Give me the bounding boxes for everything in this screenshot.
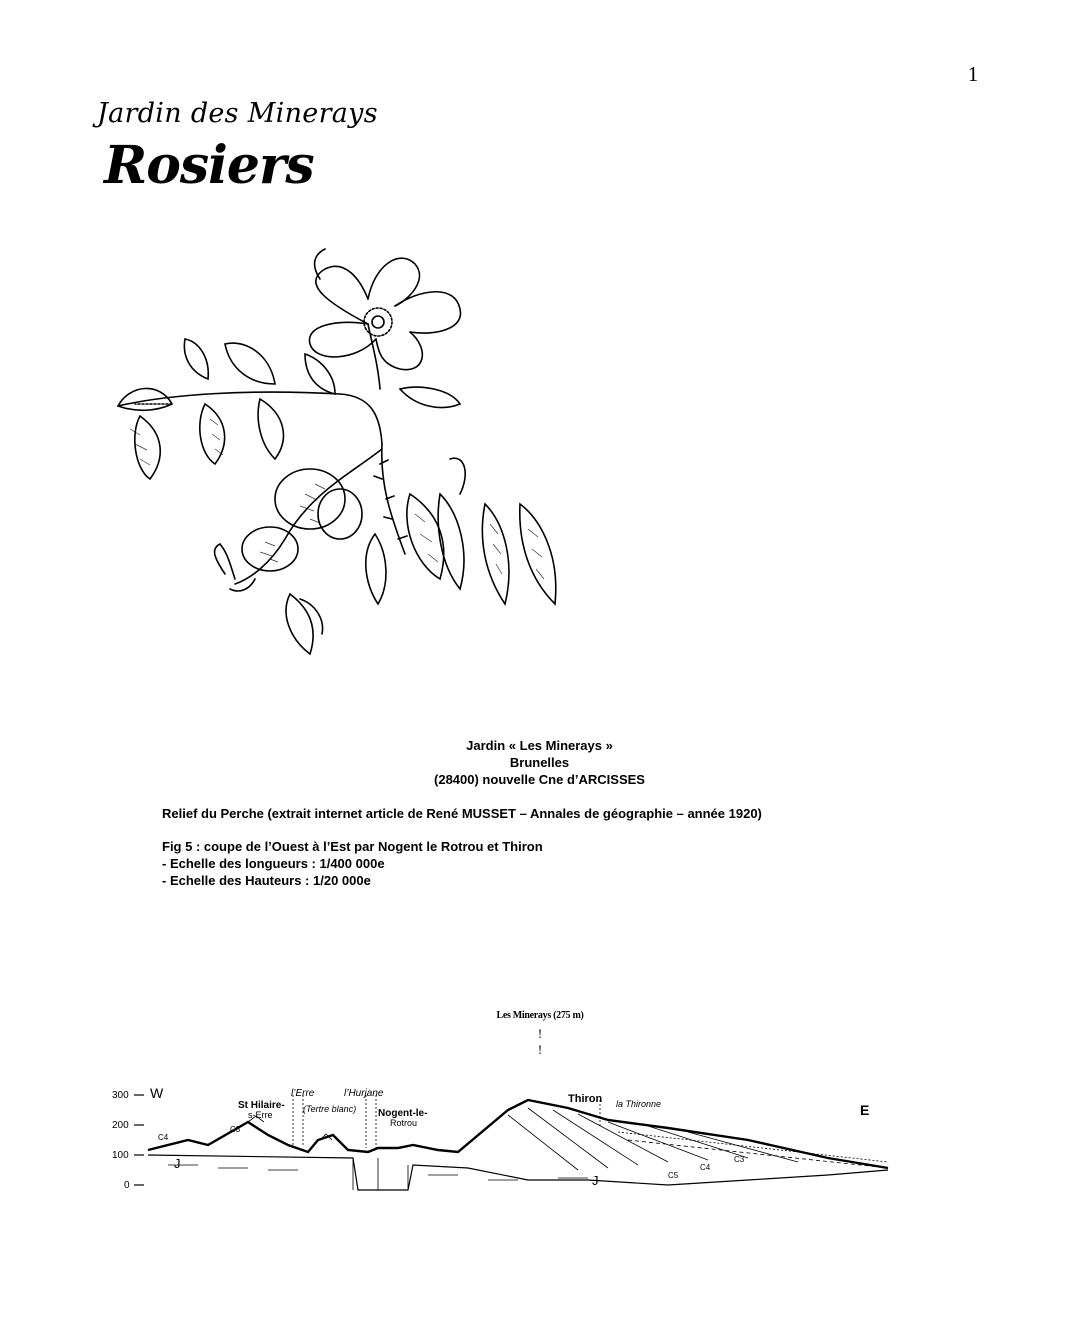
rose-hips-drawing bbox=[215, 469, 362, 591]
erre-label: l’Erre bbox=[291, 1088, 315, 1099]
tertre-blanc-label: (Tertre blanc) bbox=[303, 1104, 357, 1114]
page-subtitle: Jardin des Minerays bbox=[97, 98, 378, 129]
stratum-label: C4 bbox=[700, 1163, 711, 1172]
stratum-label: C4 bbox=[158, 1133, 169, 1142]
west-label: W bbox=[150, 1085, 164, 1101]
thiron-label: Thiron bbox=[568, 1093, 603, 1105]
thironne-label: la Thironne bbox=[616, 1099, 662, 1109]
hurjane-label: l’Hurjane bbox=[344, 1088, 384, 1099]
page-title: Rosiers bbox=[104, 135, 314, 196]
stratum-label: C3 bbox=[734, 1155, 745, 1164]
jurassic-label: J bbox=[592, 1173, 599, 1188]
marker-tick: ! bbox=[537, 1026, 543, 1041]
stratum-label: C3 bbox=[230, 1125, 241, 1134]
stratum-label: C5 bbox=[668, 1171, 679, 1180]
address-line-2: Brunelles bbox=[509, 755, 570, 770]
address-line-1: Jardin « Les Minerays » bbox=[466, 738, 613, 753]
rose-branch-illustration bbox=[110, 244, 580, 664]
y-tick-label: 100 bbox=[112, 1150, 129, 1161]
flower-drawing bbox=[309, 249, 460, 370]
geological-cross-section bbox=[108, 1040, 898, 1200]
y-tick-label: 300 bbox=[112, 1090, 129, 1101]
height-scale: - Echelle des Hauteurs : 1/20 000e bbox=[162, 873, 371, 888]
minerays-marker-label: Les Minerays (275 m) bbox=[496, 1010, 584, 1021]
y-tick-label: 0 bbox=[124, 1180, 130, 1191]
nogent-label: Nogent-le- bbox=[378, 1108, 428, 1119]
address-line-3: (28400) nouvelle Cne d’ARCISSES bbox=[434, 772, 645, 787]
figure-caption: Fig 5 : coupe de l’Ouest à l’Est par Nogent le Rotrou et Thiron bbox=[162, 839, 543, 854]
st-hilaire-label: s-Erre bbox=[248, 1110, 273, 1120]
east-label: E bbox=[860, 1102, 870, 1118]
st-hilaire-label: St Hilaire- bbox=[238, 1100, 285, 1111]
marker-tick: ! bbox=[537, 1042, 543, 1057]
page-number: 1 bbox=[967, 62, 979, 86]
relief-reference: Relief du Perche (extrait internet article de René MUSSET – Annales de géographie – année 1920) bbox=[162, 806, 762, 821]
jurassic-label: J bbox=[174, 1156, 181, 1171]
y-tick-label: 200 bbox=[112, 1120, 129, 1131]
length-scale: - Echelle des longueurs : 1/400 000e bbox=[162, 856, 385, 871]
nogent-label: Rotrou bbox=[390, 1118, 418, 1128]
